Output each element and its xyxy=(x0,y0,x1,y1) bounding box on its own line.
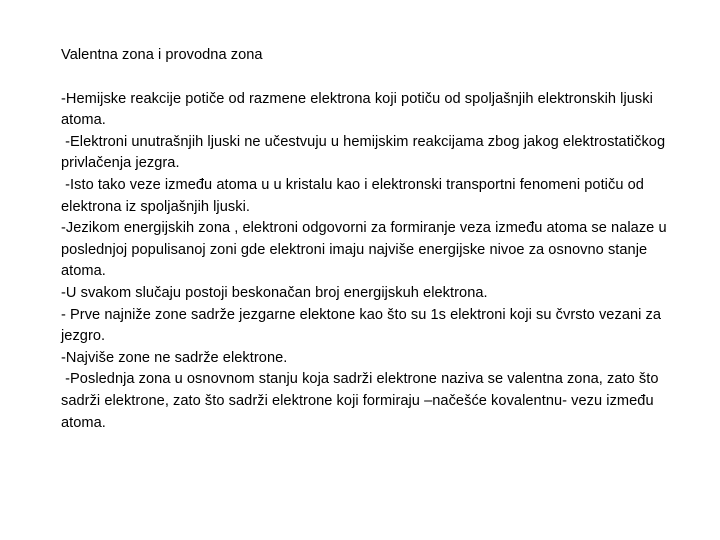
paragraph-5: -U svakom slučaju postoji beskonačan broj energijskuh elektrona. xyxy=(61,284,488,301)
paragraph-4: -Jezikom energijskih zona , elektroni odgovorni za formiranje veza između atoma se nalaze u poslednjoj populisanoj zoni gde elektroni imaju najviše energijske nivoe za osnovno stanje atoma. xyxy=(61,220,671,280)
paragraph-6: - Prve najniže zone sadrže jezgarne elektone kao što su 1s elektroni koji su čvrsto vezani za jezgro. xyxy=(61,306,666,345)
paragraph-8: -Poslednja zona u osnovnom stanju koja sadrži elektrone naziva se valentna zona, zato što sadrži elektrone, zato što sadrži elektrone koji formiraju –načešće kovalentnu- vezu između atoma. xyxy=(61,371,663,431)
paragraph-1: -Hemijske reakcije potiče od razmene elektrona koji potiču od spoljašnjih elektronskih ljuski atoma. xyxy=(61,90,658,129)
slide-content xyxy=(61,45,681,434)
paragraph-3: -Isto tako veze između atoma u u kristalu kao i elektronski transportni fenomeni potiču od elektrona iz spoljašnjih ljuski. xyxy=(61,176,649,215)
paragraph-2: -Elektroni unutrašnjih ljuski ne učestvuju u hemijskim reakcijama zbog jakog elektrostatičkog privlačenja jezgra. xyxy=(61,133,670,172)
slide-title: Valentna zona i provodna zona xyxy=(61,47,263,63)
paragraph-7: -Najviše zone ne sadrže elektrone. xyxy=(61,349,288,366)
